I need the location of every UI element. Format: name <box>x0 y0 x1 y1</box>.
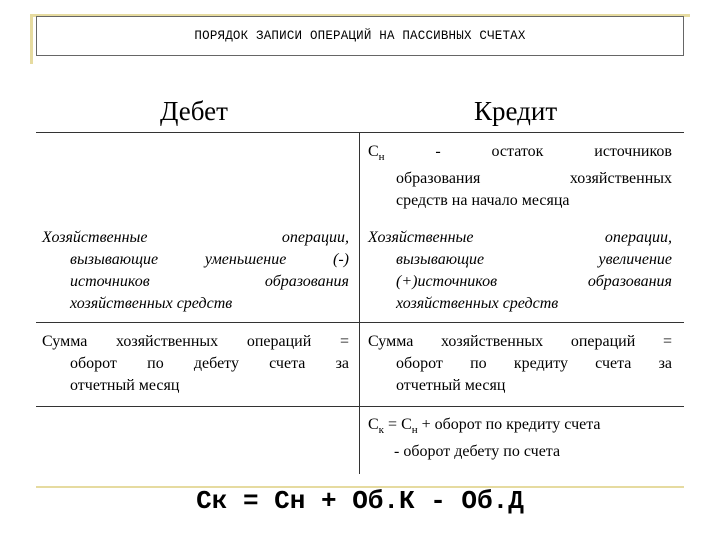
table-top-border <box>36 132 684 133</box>
debit-operations <box>42 227 349 315</box>
credit-turnover-line2: оборот по кредиту счета за <box>396 355 672 372</box>
credit-header: Кредит <box>474 96 558 126</box>
opening-line3: средств на начало месяца <box>396 192 570 210</box>
closing-eq: = <box>388 416 398 433</box>
opening-line2: образования хозяйственных <box>396 170 672 188</box>
opening-word-2: источников <box>594 143 672 160</box>
cn-symbol-closing: С <box>401 416 412 433</box>
debit-ops-line4: хозяйственных средств <box>70 295 233 312</box>
cn-subscript: н <box>378 151 385 164</box>
debit-turnover-line2: оборот по дебету счета за <box>70 355 349 372</box>
opening-word-1: остаток <box>491 143 544 160</box>
closing-rest-line1: + оборот по кредиту счета <box>421 416 601 433</box>
cn-symbol: С <box>368 143 379 160</box>
credit-ops-line1: Хозяйственные операции, <box>368 229 672 246</box>
credit-ops-line2: вызывающие увеличение <box>396 251 672 268</box>
closing-line1 <box>368 414 678 441</box>
credit-closing-balance <box>368 414 678 463</box>
credit-operations <box>368 227 672 315</box>
debit-turnover-line1: Сумма хозяйственных операций = <box>42 333 349 350</box>
debit-header: Дебет <box>160 96 228 126</box>
cn-subscript-closing: н <box>411 424 418 437</box>
opening-line1 <box>368 141 672 168</box>
credit-opening-balance <box>368 141 672 212</box>
ck-symbol: С <box>368 416 379 433</box>
table-center-divider <box>359 132 360 474</box>
opening-dash: - <box>435 143 441 160</box>
ck-subscript: к <box>378 424 385 437</box>
credit-ops-line3: (+)источников образования <box>396 273 672 290</box>
debit-ops-line1: Хозяйственные операции, <box>42 229 349 246</box>
credit-ops-line4: хозяйственных средств <box>396 295 559 312</box>
debit-ops-line2: вызывающие уменьшение (-) <box>70 251 349 268</box>
balance-formula: Ск = Сн + Об.К - Об.Д <box>196 486 524 516</box>
debit-turnover-line3: отчетный месяц <box>70 377 180 394</box>
credit-turnover <box>368 331 672 397</box>
row-divider-closing <box>36 406 684 407</box>
frame-left-line <box>30 14 33 64</box>
credit-turnover-line1: Сумма хозяйственных операций = <box>368 333 672 350</box>
debit-ops-line3: источников образования <box>70 273 349 290</box>
title-box <box>36 16 684 56</box>
credit-turnover-line3: отчетный месяц <box>396 377 506 394</box>
debit-turnover <box>42 331 349 397</box>
closing-line2: - оборот дебету по счета <box>394 443 561 461</box>
page-title: ПОРЯДОК ЗАПИСИ ОПЕРАЦИЙ НА ПАССИВНЫХ СЧЕТАХ <box>194 29 526 43</box>
row-divider-turnover <box>36 322 684 323</box>
